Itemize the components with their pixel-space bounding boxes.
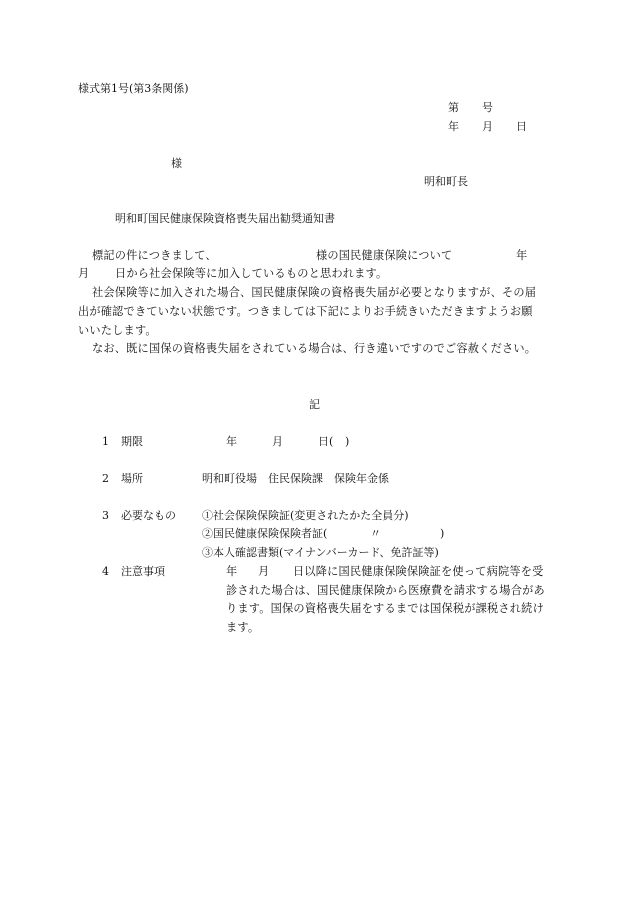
sender-name: 明和町長 [424,175,468,188]
item-1-number: 1 [102,435,109,448]
item-4-number: 4 [102,565,109,578]
item-3-line1: ①社会保険保険証(変更されたかた全員分) [202,509,409,522]
date-year: 年 [448,120,459,133]
item-4-label: 注意事項 [121,565,165,578]
item-1-year: 年 [226,435,237,448]
p1-year: 年 [516,249,528,262]
item-1-month: 月 [272,435,283,448]
addressee-honorific: 様 [171,157,182,170]
item-3-number: 3 [102,509,109,522]
page-title: 明和町国民健康保険資格喪失届出勧奨通知書 [115,212,335,225]
item-3-line2-close: ) [440,527,445,540]
item-3-line2-ditto: 〃 [370,527,381,540]
item-1-close: ) [345,435,350,448]
date-month: 月 [482,120,493,133]
item-2-value: 明和町役場 住民保険課 保険年金係 [202,472,389,485]
item-4-line3: ります。国保の資格喪失届をするまでは国保税が課税され続け [226,602,544,615]
item-2-label: 場所 [121,472,143,485]
item-4-month: 月 [258,565,270,578]
item-3-line2: ②国民健康保険保険者証( [202,527,328,540]
item-4-line2: 診された場合は、国民健康保険から医療費を請求する場合があ [226,584,545,597]
p1-line2-month: 月 [78,267,90,280]
item-2-number: 2 [102,472,109,485]
item-1-label: 期限 [121,435,143,448]
p1-part2: 様の国民健康保険について [316,249,453,262]
doc-number-prefix: 第 [448,101,459,114]
doc-number-suffix: 号 [482,101,493,114]
p2-line3: いいたします。 [78,324,157,337]
form-number: 様式第1号(第3条関係) [78,82,189,95]
p2-line1: 社会保険等に加入された場合、国民健康保険の資格喪失届が必要となりますが、その届 [92,286,537,299]
date-day: 日 [516,120,527,133]
item-1-day: 日( [318,435,334,448]
p1-line2-rest: 日から社会保険等に加入しているものと思われます。 [115,267,388,280]
p3-line1: なお、既に国保の資格喪失届をされている場合は、行き違いですのでご容赦ください。 [92,342,537,355]
item-4-line1: 日以降に国民健康保険保険証を使って病院等を受 [293,565,544,578]
item-4-line4: ます。 [226,621,260,634]
p2-line2: 出が確認できていない状態です。つきましては下記によりお手続きいただきますようお願 [78,305,533,318]
item-3-label: 必要なもの [121,509,176,522]
p1-part1: 標記の件につきまして、 [92,249,217,262]
item-4-year: 年 [226,565,238,578]
item-3-line3: ③本人確認書類(マイナンバーカード、免許証等) [202,546,439,559]
ki-heading: 記 [309,398,320,411]
